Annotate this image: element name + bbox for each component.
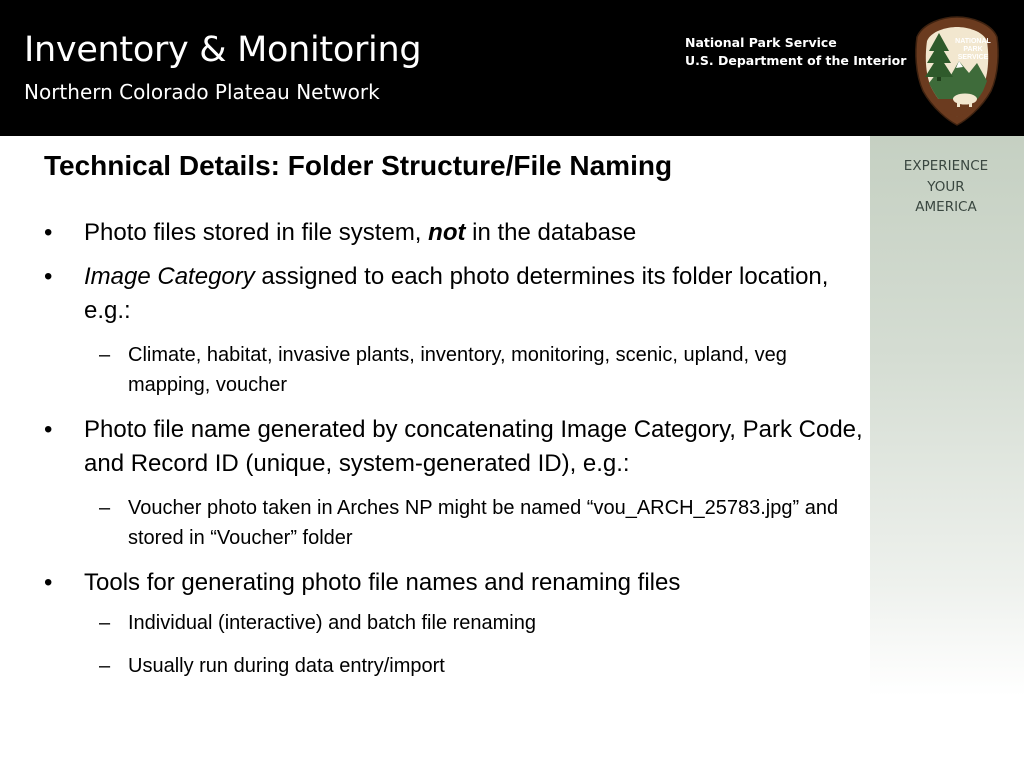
sub-bullet-batch-renaming xyxy=(44,608,870,638)
bullet-file-name-generation xyxy=(44,413,870,481)
tagline-line-1: EXPERIENCE xyxy=(903,158,989,174)
bullet-text: Tools for generating photo file names and renaming files xyxy=(84,569,681,596)
bullet-renaming-tools xyxy=(44,566,870,600)
bullet-photo-storage xyxy=(44,216,870,250)
slide-title: Technical Details: Folder Structure/File Naming xyxy=(44,150,673,181)
logo-text-service: SERVICE xyxy=(957,54,989,61)
sub-bullet-marker: – xyxy=(99,612,111,634)
program-title: Inventory & Monitoring xyxy=(24,30,422,70)
sub-bullet-text: Voucher photo taken in Arches NP might be named “vou_ARCH_25783.jpg” and stored in “Voucher” folder xyxy=(128,497,839,549)
sub-bullet-text: Usually run during data entry/import xyxy=(128,655,445,677)
bullet-list xyxy=(44,216,870,681)
sub-bullet-marker: – xyxy=(99,344,111,366)
sub-bullet-category-list xyxy=(44,340,870,400)
bullet-image-category xyxy=(44,260,870,328)
sub-bullet-marker: – xyxy=(99,497,111,519)
sub-bullet-text: Individual (interactive) and batch file renaming xyxy=(128,612,536,634)
experience-tagline xyxy=(870,156,1022,218)
logo-text-park: PARK xyxy=(963,46,983,53)
bullet-text: assigned to each photo determines its folder location, e.g.: xyxy=(84,263,829,324)
bullet-text: in the database xyxy=(465,219,637,246)
bullet-marker: • xyxy=(44,569,53,596)
tagline-line-2: YOUR xyxy=(927,178,965,195)
sub-bullet-file-name-example xyxy=(44,493,870,553)
header-banner xyxy=(0,0,1024,136)
agency-name: National Park Service xyxy=(685,35,837,50)
sub-bullet-marker: – xyxy=(99,655,111,677)
sidebar-panel xyxy=(870,136,1024,696)
emphasis-text: not xyxy=(428,219,466,246)
bullet-marker: • xyxy=(44,263,53,290)
nps-arrowhead-icon xyxy=(913,15,1001,127)
sub-bullet-text: Climate, habitat, invasive plants, inventory, monitoring, scenic, upland, veg mapping, voucher xyxy=(128,344,787,396)
network-subtitle: Northern Colorado Plateau Network xyxy=(24,80,380,104)
bullet-text: Photo file name generated by concatenating Image Category, Park Code, and Record ID (unique, system-generated ID), e.g.: xyxy=(84,416,863,477)
logo-text-national: NATIONAL xyxy=(955,38,991,45)
department-name: U.S. Department of the Interior xyxy=(685,53,907,68)
sub-bullet-data-entry xyxy=(44,651,870,681)
bullet-text: Photo files stored in file system, xyxy=(84,219,429,246)
emphasis-text: Image Category xyxy=(84,263,255,290)
tagline-line-3: AMERICA xyxy=(915,199,977,215)
bullet-marker: • xyxy=(44,416,53,443)
bullet-marker: • xyxy=(44,219,53,246)
